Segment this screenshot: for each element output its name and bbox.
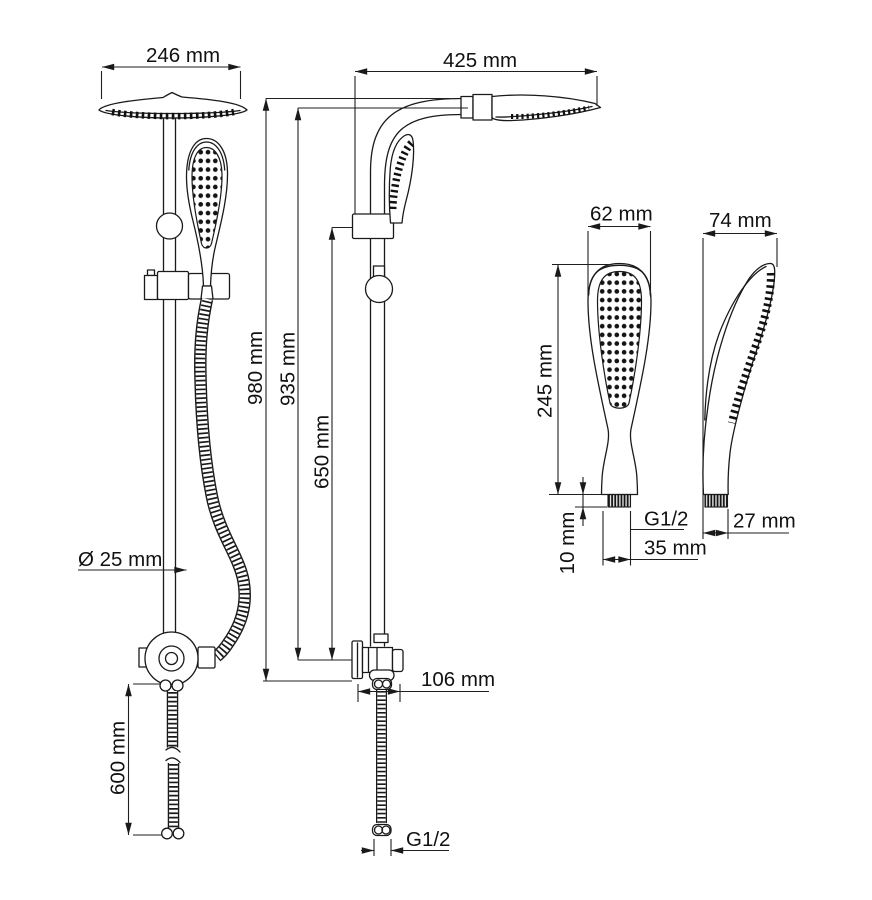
dim-600-label: 600 mm	[106, 720, 130, 796]
dim-425-label: 425 mm	[443, 49, 518, 72]
dim-246-label: 246 mm	[146, 44, 221, 67]
dim-106-label: 106 mm	[421, 668, 496, 691]
dim-35-label: 35 mm	[644, 536, 707, 560]
connector-thread-side	[705, 495, 728, 508]
dim-supply-thread-label: G1/2	[406, 828, 451, 851]
dim-650-label: 650 mm	[310, 414, 334, 490]
dim-27-label: 27 mm	[733, 509, 796, 533]
dim-74-label: 74 mm	[709, 209, 772, 232]
dim-980-label: 980 mm	[244, 330, 267, 406]
pipe-knob	[157, 213, 183, 239]
dim-62-label: 62 mm	[590, 202, 653, 226]
wall-bracket	[353, 214, 394, 239]
dim-connector-thread-label: G1/2	[644, 507, 689, 531]
connector-thread-front	[608, 495, 631, 508]
dim-245-label: 245 mm	[533, 343, 557, 419]
dim-935-label: 935 mm	[276, 331, 300, 407]
dim-10-label: 10 mm	[556, 511, 579, 575]
hose-cone	[201, 286, 213, 299]
dim-pipe-diameter-label: Ø 25 mm	[78, 548, 163, 571]
slider-bracket	[145, 270, 230, 300]
